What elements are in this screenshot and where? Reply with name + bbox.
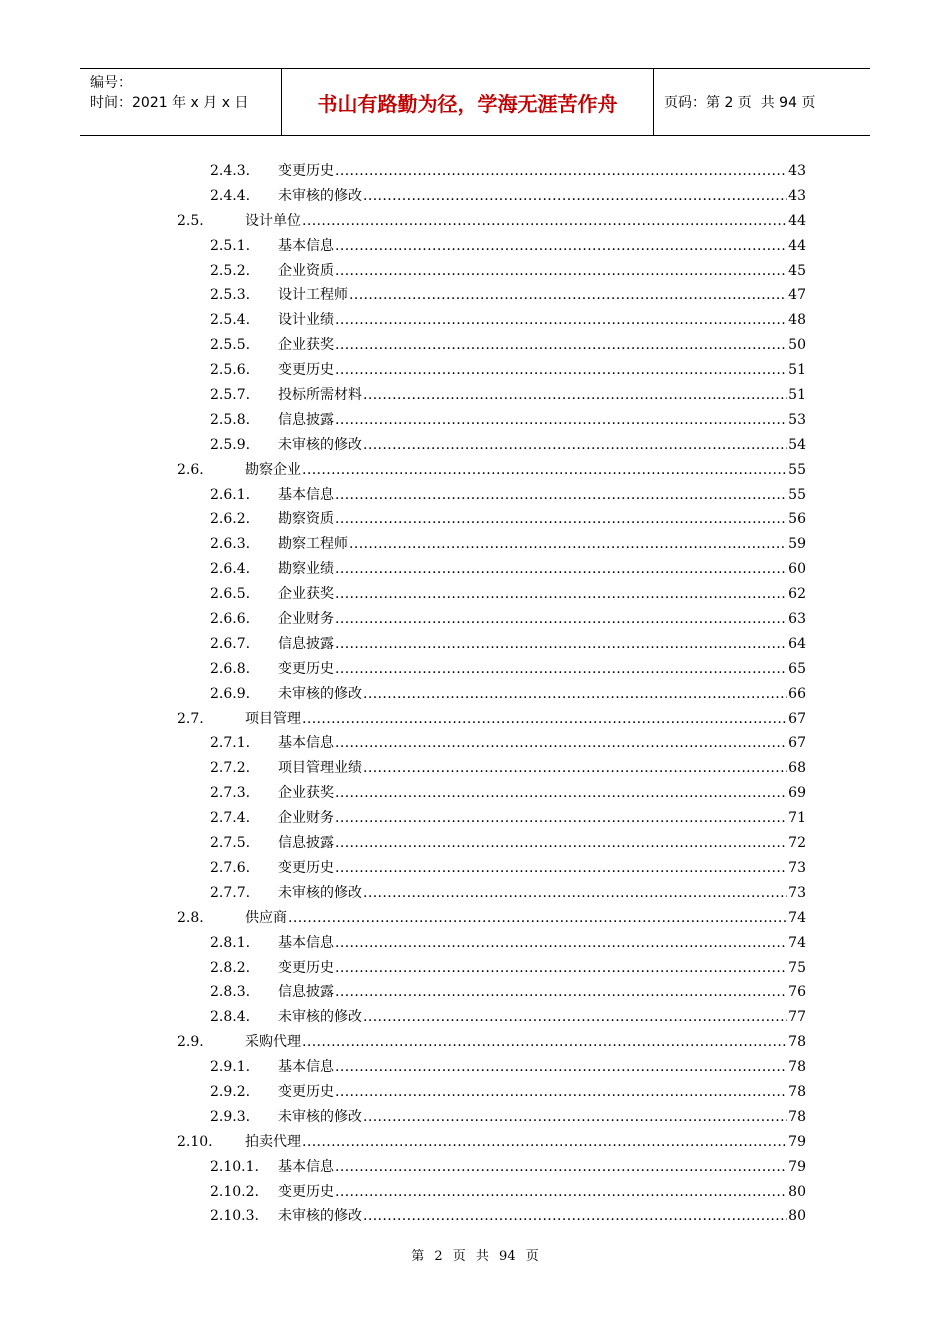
toc-leader-dots xyxy=(335,1155,787,1180)
toc-leader-dots xyxy=(335,1080,787,1105)
toc-entry[interactable] xyxy=(177,1204,806,1229)
toc-entry[interactable] xyxy=(177,358,806,383)
toc-entry-number: 2.5.3. xyxy=(210,287,251,304)
toc-entry-title: 变更历史 xyxy=(278,1183,334,1200)
toc-entry-page: 78 xyxy=(788,1059,806,1076)
toc-leader-dots xyxy=(349,283,787,308)
toc-leader-dots xyxy=(335,931,787,956)
toc-entry[interactable] xyxy=(177,731,806,756)
toc-leader-dots xyxy=(288,906,787,931)
toc-entry-title: 变更历史 xyxy=(278,163,334,179)
toc-leader-dots xyxy=(335,731,787,756)
toc-entry-number: 2.5.2. xyxy=(210,262,251,279)
toc-entry[interactable] xyxy=(177,707,806,732)
toc-entry-page: 55 xyxy=(788,486,806,503)
toc-leader-dots xyxy=(335,408,787,433)
toc-entry-number: 2.6.6. xyxy=(210,611,251,628)
toc-entry-page: 79 xyxy=(788,1133,806,1150)
toc-entry-number: 2.7.4. xyxy=(210,810,251,827)
toc-entry[interactable] xyxy=(177,1055,806,1080)
toc-entry[interactable] xyxy=(177,308,806,333)
toc-entry-number: 2.5.6. xyxy=(210,362,251,379)
toc-entry-number: 2.6.7. xyxy=(210,635,251,652)
toc-entry-number: 2.5.5. xyxy=(210,337,251,354)
toc-entry[interactable] xyxy=(177,234,806,259)
toc-entry-page: 53 xyxy=(788,411,806,428)
header-motto: 书山有路勤为径，学海无涯苦作舟 xyxy=(317,91,618,116)
toc-entry[interactable] xyxy=(177,1155,806,1180)
toc-entry-page: 44 xyxy=(788,212,806,229)
toc-entry-title: 基本信息 xyxy=(278,934,334,951)
toc-leader-dots xyxy=(335,657,787,682)
toc-leader-dots xyxy=(349,532,787,557)
toc-entry-title: 信息披露 xyxy=(278,984,334,1001)
toc-entry[interactable] xyxy=(177,682,806,707)
toc-entry-title: 企业获奖 xyxy=(278,785,334,802)
toc-entry-title: 变更历史 xyxy=(278,660,334,677)
toc-entry-title: 企业获奖 xyxy=(278,586,334,603)
toc-entry-number: 2.4.4. xyxy=(210,187,251,204)
toc-entry[interactable] xyxy=(177,881,806,906)
toc-entry[interactable] xyxy=(177,458,806,483)
toc-entry-title: 企业财务 xyxy=(278,810,334,827)
toc-entry-title: 企业资质 xyxy=(278,262,334,279)
toc-leader-dots xyxy=(335,856,787,881)
footer-page-number: 第 2 页 共 94 页 xyxy=(411,1249,539,1264)
toc-entry[interactable] xyxy=(177,806,806,831)
toc-entry-title: 供应商 xyxy=(245,909,287,926)
toc-leader-dots xyxy=(363,682,787,707)
toc-entry[interactable] xyxy=(177,283,806,308)
toc-entry-title: 变更历史 xyxy=(278,859,334,876)
toc-entry-title: 企业获奖 xyxy=(278,337,334,354)
header-meta-cell xyxy=(80,69,282,135)
toc-entry[interactable] xyxy=(177,607,806,632)
toc-entry[interactable] xyxy=(177,532,806,557)
toc-entry[interactable] xyxy=(177,433,806,458)
toc-leader-dots xyxy=(302,1030,787,1055)
toc-entry-number: 2.9. xyxy=(177,1034,204,1051)
toc-entry-title: 变更历史 xyxy=(278,959,334,976)
toc-entry-number: 2.6.8. xyxy=(210,660,251,677)
toc-entry-page: 72 xyxy=(788,835,806,852)
toc-entry-page: 77 xyxy=(788,1009,806,1026)
toc-entry[interactable] xyxy=(177,980,806,1005)
toc-entry-page: 74 xyxy=(788,909,806,926)
toc-entry-page: 51 xyxy=(788,387,806,404)
toc-leader-dots xyxy=(302,1130,787,1155)
toc-entry-number: 2.7.7. xyxy=(210,884,251,901)
toc-entry-number: 2.10.2. xyxy=(210,1183,259,1200)
toc-leader-dots xyxy=(335,557,787,582)
toc-entry-title: 未审核的修改 xyxy=(278,1009,362,1026)
toc-entry-number: 2.7.6. xyxy=(210,859,251,876)
toc-entry-page: 79 xyxy=(788,1158,806,1175)
toc-entry-page: 62 xyxy=(788,586,806,603)
toc-entry-page: 80 xyxy=(788,1208,806,1225)
toc-entry-number: 2.7.5. xyxy=(210,835,251,852)
toc-entry-page: 80 xyxy=(788,1183,806,1200)
toc-entry-title: 信息披露 xyxy=(278,635,334,652)
toc-entry-page: 54 xyxy=(788,436,806,453)
toc-entry-page: 63 xyxy=(788,611,806,628)
toc-leader-dots xyxy=(335,308,787,333)
toc-entry[interactable] xyxy=(177,1180,806,1205)
toc-entry-page: 68 xyxy=(788,760,806,777)
toc-entry[interactable] xyxy=(177,856,806,881)
toc-entry-page: 45 xyxy=(788,262,806,279)
toc-entry-number: 2.6. xyxy=(177,461,204,478)
toc-entry-title: 勘察企业 xyxy=(245,461,301,478)
toc-entry-number: 2.4.3. xyxy=(210,163,251,179)
toc-entry-title: 勘察工程师 xyxy=(278,536,348,553)
toc-leader-dots xyxy=(363,756,787,781)
toc-entry-number: 2.8. xyxy=(177,909,204,926)
toc-leader-dots xyxy=(335,806,787,831)
toc-entry-page: 50 xyxy=(788,337,806,354)
toc-entry-page: 47 xyxy=(788,287,806,304)
toc-entry-page: 67 xyxy=(788,735,806,752)
toc-entry-title: 变更历史 xyxy=(278,1083,334,1100)
toc-entry-number: 2.6.5. xyxy=(210,586,251,603)
toc-entry[interactable] xyxy=(177,931,806,956)
toc-entry-number: 2.10.1. xyxy=(210,1158,259,1175)
toc-entry[interactable] xyxy=(177,184,806,209)
toc-entry-title: 基本信息 xyxy=(278,1059,334,1076)
toc-entry-number: 2.6.4. xyxy=(210,561,251,578)
toc-entry-number: 2.7.3. xyxy=(210,785,251,802)
toc-entry[interactable] xyxy=(177,259,806,284)
toc-entry-page: 51 xyxy=(788,362,806,379)
toc-entry-number: 2.8.3. xyxy=(210,984,251,1001)
toc-entry[interactable] xyxy=(177,906,806,931)
toc-leader-dots xyxy=(302,707,787,732)
toc-entry-number: 2.9.3. xyxy=(210,1108,251,1125)
toc-entry-title: 信息披露 xyxy=(278,411,334,428)
toc-entry[interactable] xyxy=(177,756,806,781)
toc-entry-page: 43 xyxy=(788,187,806,204)
toc-entry-page: 64 xyxy=(788,635,806,652)
toc-entry[interactable] xyxy=(177,483,806,508)
toc-leader-dots xyxy=(335,333,787,358)
toc-entry[interactable] xyxy=(177,159,806,184)
toc-entry-title: 未审核的修改 xyxy=(278,1208,362,1225)
toc-entry-number: 2.6.1. xyxy=(210,486,251,503)
toc-leader-dots xyxy=(335,259,787,284)
toc-entry-number: 2.5.1. xyxy=(210,237,251,254)
toc-entry-number: 2.5.8. xyxy=(210,411,251,428)
toc-entry-page: 69 xyxy=(788,785,806,802)
toc-leader-dots xyxy=(363,1105,787,1130)
toc-entry-page: 78 xyxy=(788,1108,806,1125)
toc-entry[interactable] xyxy=(177,1005,806,1030)
toc-entry[interactable] xyxy=(177,781,806,806)
toc-entry-title: 基本信息 xyxy=(278,486,334,503)
toc-entry-number: 2.9.2. xyxy=(210,1083,251,1100)
toc-leader-dots xyxy=(335,358,787,383)
toc-leader-dots xyxy=(335,507,787,532)
toc-entry-page: 60 xyxy=(788,561,806,578)
toc-entry-title: 未审核的修改 xyxy=(278,884,362,901)
toc-entry-number: 2.7.1. xyxy=(210,735,251,752)
toc-entry-number: 2.6.2. xyxy=(210,511,251,528)
toc-leader-dots xyxy=(363,1005,787,1030)
toc-entry[interactable] xyxy=(177,383,806,408)
toc-entry-page: 78 xyxy=(788,1034,806,1051)
toc-entry-number: 2.8.4. xyxy=(210,1009,251,1026)
toc-entry-number: 2.6.9. xyxy=(210,685,251,702)
toc-leader-dots xyxy=(335,234,787,259)
toc-entry[interactable] xyxy=(177,1130,806,1155)
table-of-contents xyxy=(177,159,806,1229)
toc-entry-title: 未审核的修改 xyxy=(278,187,362,204)
toc-leader-dots xyxy=(363,383,787,408)
toc-entry-number: 2.5. xyxy=(177,212,204,229)
toc-leader-dots xyxy=(335,607,787,632)
toc-entry[interactable] xyxy=(177,1080,806,1105)
toc-entry-page: 73 xyxy=(788,884,806,901)
header-page-cell xyxy=(654,69,870,135)
document-date-label: 时间：2021 年 x 月 x 日 xyxy=(90,95,249,111)
toc-entry-title: 设计业绩 xyxy=(278,312,334,329)
toc-entry-page: 75 xyxy=(788,959,806,976)
toc-entry[interactable] xyxy=(177,632,806,657)
toc-entry-title: 项目管理业绩 xyxy=(278,760,362,777)
toc-entry-page: 74 xyxy=(788,934,806,951)
toc-entry-title: 勘察资质 xyxy=(278,511,334,528)
toc-leader-dots xyxy=(335,632,787,657)
toc-entry[interactable] xyxy=(177,507,806,532)
toc-entry-title: 变更历史 xyxy=(278,362,334,379)
toc-entry-number: 2.7.2. xyxy=(210,760,251,777)
toc-entry-title: 项目管理 xyxy=(245,710,301,727)
header-motto-cell xyxy=(282,69,654,135)
toc-entry-number: 2.10.3. xyxy=(210,1208,259,1225)
toc-entry-title: 投标所需材料 xyxy=(278,387,362,404)
toc-leader-dots xyxy=(335,781,787,806)
toc-entry-title: 未审核的修改 xyxy=(278,1108,362,1125)
toc-entry[interactable] xyxy=(177,209,806,234)
toc-entry-title: 设计单位 xyxy=(245,212,301,229)
toc-leader-dots xyxy=(302,458,787,483)
toc-entry-number: 2.8.2. xyxy=(210,959,251,976)
toc-entry[interactable] xyxy=(177,333,806,358)
toc-leader-dots xyxy=(335,1180,787,1205)
toc-leader-dots xyxy=(363,1204,787,1229)
toc-entry-number: 2.7. xyxy=(177,710,204,727)
toc-leader-dots xyxy=(335,159,787,184)
toc-entry-number: 2.8.1. xyxy=(210,934,251,951)
toc-entry[interactable] xyxy=(177,956,806,981)
toc-entry-title: 设计工程师 xyxy=(278,287,348,304)
toc-entry-title: 基本信息 xyxy=(278,1158,334,1175)
toc-entry[interactable] xyxy=(177,408,806,433)
toc-entry-page: 56 xyxy=(788,511,806,528)
toc-entry[interactable] xyxy=(177,1030,806,1055)
toc-entry-title: 采购代理 xyxy=(245,1034,301,1051)
toc-entry-number: 2.5.4. xyxy=(210,312,251,329)
toc-entry[interactable] xyxy=(177,582,806,607)
toc-entry-title: 未审核的修改 xyxy=(278,436,362,453)
header-page-number: 页码：第 2 页 共 94 页 xyxy=(664,95,816,111)
toc-entry-number: 2.5.7. xyxy=(210,387,251,404)
toc-leader-dots xyxy=(335,1055,787,1080)
toc-entry-page: 55 xyxy=(788,461,806,478)
toc-entry-title: 拍卖代理 xyxy=(245,1133,301,1150)
toc-entry-page: 78 xyxy=(788,1083,806,1100)
toc-entry-number: 2.9.1. xyxy=(210,1059,251,1076)
toc-entry-page: 43 xyxy=(788,163,806,179)
toc-entry-title: 信息披露 xyxy=(278,835,334,852)
document-number-label: 编号： xyxy=(90,75,132,91)
toc-entry-title: 勘察业绩 xyxy=(278,561,334,578)
toc-leader-dots xyxy=(363,433,787,458)
toc-entry-page: 59 xyxy=(788,536,806,553)
toc-entry[interactable] xyxy=(177,557,806,582)
toc-entry-number: 2.6.3. xyxy=(210,536,251,553)
toc-leader-dots xyxy=(335,956,787,981)
toc-entry-page: 67 xyxy=(788,710,806,727)
toc-entry-number: 2.10. xyxy=(177,1133,213,1150)
toc-entry-page: 71 xyxy=(788,810,806,827)
toc-entry-number: 2.5.9. xyxy=(210,436,251,453)
page-header xyxy=(80,68,870,136)
toc-entry-page: 76 xyxy=(788,984,806,1001)
toc-entry-page: 73 xyxy=(788,859,806,876)
toc-leader-dots xyxy=(335,980,787,1005)
toc-leader-dots xyxy=(335,831,787,856)
toc-entry-page: 44 xyxy=(788,237,806,254)
toc-entry-page: 48 xyxy=(788,312,806,329)
toc-entry[interactable] xyxy=(177,1105,806,1130)
toc-entry-page: 66 xyxy=(788,685,806,702)
toc-leader-dots xyxy=(335,483,787,508)
toc-entry-title: 基本信息 xyxy=(278,735,334,752)
page-footer xyxy=(0,1245,950,1264)
toc-entry[interactable] xyxy=(177,657,806,682)
toc-entry[interactable] xyxy=(177,831,806,856)
toc-entry-title: 企业财务 xyxy=(278,611,334,628)
toc-entry-title: 基本信息 xyxy=(278,237,334,254)
toc-leader-dots xyxy=(363,184,787,209)
toc-leader-dots xyxy=(335,582,787,607)
toc-entry-title: 未审核的修改 xyxy=(278,685,362,702)
toc-entry-page: 65 xyxy=(788,660,806,677)
toc-leader-dots xyxy=(302,209,787,234)
toc-leader-dots xyxy=(363,881,787,906)
